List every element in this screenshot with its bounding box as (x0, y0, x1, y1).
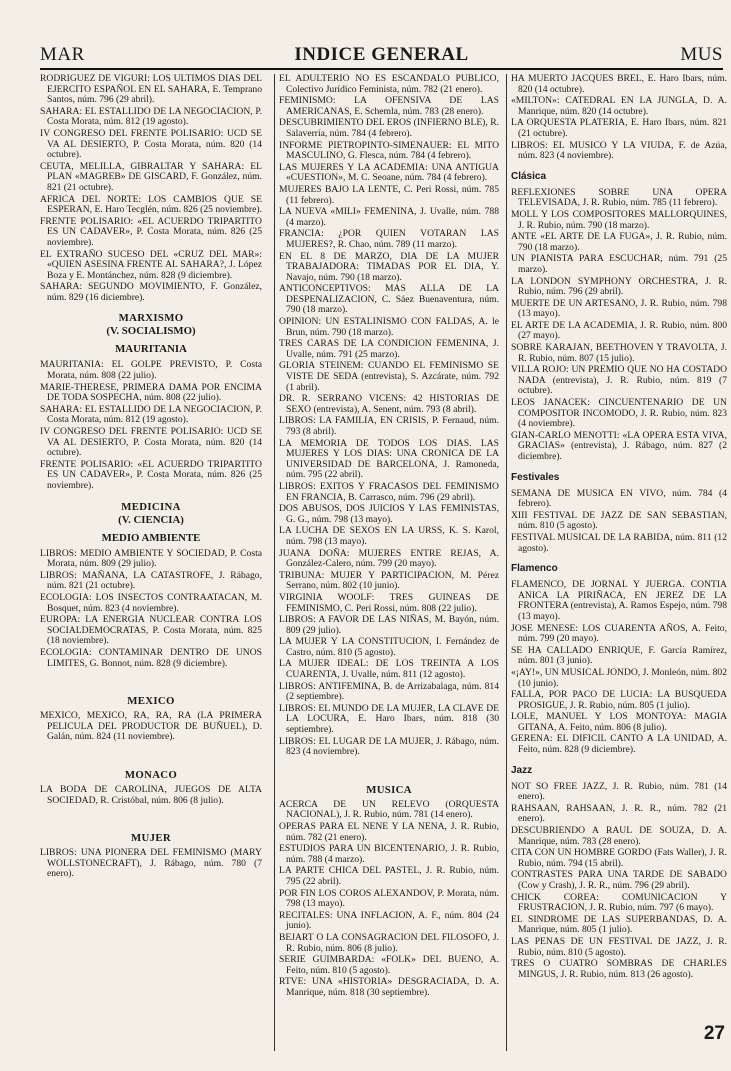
index-entry: NOT SO FREE JAZZ, J. R. Rubio, núm. 781 (14 enero). (511, 780, 727, 803)
index-entry: LIBROS: EL MUNDO DE LA MUJER, LA CLAVE DE LA LOCURA, E. Haro Ibars, núm. 818 (30 septiembre). (279, 702, 499, 736)
index-entry: JOSE MENESE: LOS CUARENTA AÑOS, A. Feito, núm. 799 (20 mayo). (511, 622, 727, 645)
index-entry: LAS MUJERES Y LA ACADEMIA: UNA ANTIGUA «CUESTION», M. C. Seoane, núm. 784 (4 febrero). (279, 161, 499, 184)
index-entry: LA NUEVA «MILI» FEMENINA, J. Uvalle, núm. 788 (4 marzo). (279, 206, 499, 228)
section-title: MARXISMO (118, 312, 184, 325)
index-entry: ANTE «EL ARTE DE LA FUGA», J. R. Rubio, núm. 790 (18 marzo). (511, 231, 727, 253)
index-entry: «MILTON»: CATEDRAL EN LA JUNGLA, D. A. Manrique, núm. 820 (14 octubre). (511, 95, 727, 117)
index-entry: LA LONDON SYMPHONY ORCHESTRA, J. R. Rubio, núm. 796 (29 abril). (511, 275, 727, 298)
index-entry: XIII FESTIVAL DE JAZZ DE SAN SEBASTIAN, núm. 810 (5 agosto). (511, 509, 727, 532)
index-entry: UN PIANISTA PARA ESCUCHAR, núm. 791 (25 marzo). (511, 253, 727, 275)
index-entry: RECITALES: UNA INFLACION, A. F., núm. 804 (24 junio). (279, 909, 499, 932)
category-heading: Jazz (511, 764, 533, 776)
index-entry: DR. R. SERRANO VICENS: 42 HISTORIAS DE SEXO (entrevista), A. Senent, núm. 793 (8 abril). (279, 393, 499, 415)
index-entry: POR FIN LOS COROS ALEXANDOV, P. Morata, núm. 798 (13 mayo). (279, 887, 499, 910)
index-entry: «¡AY!», UN MUSICAL JONDO, J. Monleón, núm. 802 (10 junio). (511, 666, 727, 689)
index-entry: RODRIGUEZ DE VIGURI: LOS ULTIMOS DIAS DEL EJERCITO ESPAÑOL EN EL SAHARA, E. Temprano Santos, núm. 796 (29 abril). (40, 74, 262, 106)
column-2 (274, 74, 499, 1051)
column-1 (40, 74, 262, 1051)
section-heading (40, 769, 262, 781)
index-entry: LIBROS: UNA PIONERA DEL FEMINISMO (MARY WOLLSTONECRAFT), J. Rábago, núm. 780 (7 enero). (40, 847, 262, 880)
index-entry: LAS PENAS DE UN FESTIVAL DE JAZZ, J. R. Rubio, núm. 810 (5 agosto). (511, 935, 727, 958)
index-entry: BEJART O LA CONSAGRACION DEL FILOSOFO, J. R. Rubio, núm. 806 (8 julio). (279, 931, 499, 954)
section-cross-reference: (V. SOCIALISMO) (106, 325, 196, 338)
section-title: MUSICA (366, 783, 412, 796)
section-spacer (40, 670, 262, 686)
section-heading (40, 832, 262, 844)
index-entry: MAURITANIA: EL GOLPE PREVISTO, P. Costa Morata, núm. 808 (22 julio). (40, 359, 262, 382)
section-cross-reference: (V. CIENCIA) (118, 513, 184, 526)
index-entry: GLORIA STEINEM: CUANDO EL FEMINISMO SE VISTE DE SEDA (entrevista), S. Azcárate, núm. 792 (1 abril). (279, 360, 499, 393)
header-right-keyword: MUS (680, 44, 723, 65)
page-header (40, 42, 723, 70)
index-entry: MARIE-THERESE, PRIMERA DAMA POR ENCIMA DE TODA SOSPECHA, núm. 808 (22 julio). (40, 381, 262, 404)
index-entry: LA BODA DE CAROLINA, JUEGOS DE ALTA SOCIEDAD, R. Cristóbal, núm. 806 (8 julio). (40, 783, 262, 806)
category-heading: Clásica (511, 170, 547, 182)
index-entry: LIBROS: EL MUSICO Y LA VIUDA, F. de Azúa, núm. 823 (4 noviembre). (511, 139, 727, 162)
section-spacer (40, 807, 262, 823)
index-entry: FRENTE POLISARIO: «EL ACUERDO TRIPARTITO ES UN CADAVER», P. Costa Morata, núm. 826 (25 noviembre). (40, 458, 262, 491)
index-entry: FRENTE POLISARIO: «EL ACUERDO TRIPARTITO ES UN CADAVER», P. Costa Morata, núm. 826 (25 noviembre). (40, 215, 262, 248)
subsection-heading: MEDIO AMBIENTE (101, 531, 201, 544)
index-entry: ECOLOGIA: CONTAMINAR DENTRO DE UNOS LIMITES, G. Bonnot, núm. 828 (9 diciembre). (40, 646, 262, 669)
index-entry: LIBROS: ANTIFEMINA, B. de Arrizabalaga, núm. 814 (2 septiembre). (279, 680, 499, 703)
index-entry: LA LUCHA DE SEXOS EN LA URSS, K. S. Karol, núm. 798 (13 mayo). (279, 525, 499, 547)
index-entry: SE HA CALLADO ENRIQUE, F. García Ramírez, núm. 801 (3 junio). (511, 644, 727, 667)
section-heading (40, 501, 262, 526)
index-entry: LA MUJER IDEAL: DE LOS TREINTA A LOS CUARENTA, J. Uvalle, núm. 811 (12 agosto). (279, 658, 499, 681)
index-entry: FLAMENCO, DE JORNAL Y JUERGA. CONTIA ANICA LA PIRIÑACA, EN JEREZ DE LA FRONTERA (entrevista), A. Ramos Espejo, núm. 798 (13 mayo). (511, 579, 727, 622)
index-entry: LA MUJER Y LA CONSTITUCION, I. Fernández de Castro, núm. 810 (5 agosto). (279, 636, 499, 658)
index-entry: TRES CARAS DE LA CONDICION FEMENINA, J. Uvalle, núm. 791 (25 marzo). (279, 338, 499, 360)
index-entry: SAHARA: SEGUNDO MOVIMIENTO, F. González, núm. 829 (16 diciembre). (40, 281, 262, 303)
index-entry: SOBRE KARAJAN, BEETHOVEN Y TRAVOLTA, J. R. Rubio, núm. 807 (15 julio). (511, 342, 727, 364)
index-entry: SEMANA DE MUSICA EN VIVO, núm. 784 (4 febrero). (511, 487, 727, 510)
index-entry: EL ADULTERIO NO ES ESCANDALO PUBLICO, Colectivo Jurídico Feminista, núm. 782 (21 enero). (279, 74, 499, 95)
section-title: MEDICINA (121, 500, 181, 513)
index-entry: EL SINDROME DE LAS SUPERBANDAS, D. A. Manrique, núm. 805 (1 julio). (511, 913, 727, 936)
category-heading: Flamenco (511, 563, 558, 575)
section-heading (40, 312, 262, 337)
index-entry: FESTIVAL MUSICAL DE LA RABIDA, núm. 811 (12 agosto). (511, 531, 727, 554)
index-entry: LIBROS: A FAVOR DE LAS NIÑAS, M. Bayón, núm. 809 (29 julio). (279, 614, 499, 636)
index-entry: TRIBUNA: MUJER Y PARTICIPACION, M. Pérez Serrano, núm. 802 (10 junio). (279, 569, 499, 592)
page-title: INDICE GENERAL (294, 44, 469, 65)
index-entry: ECOLOGIA: LOS INSECTOS CONTRAATACAN, M. Bosquet, núm. 823 (4 noviembre). (40, 591, 262, 614)
index-entry: FRANCIA: ¿POR QUIEN VOTARAN LAS MUJERES?, R. Chao, núm. 789 (11 marzo). (279, 228, 499, 250)
index-entry: CHICK COREA: COMUNICACION Y FRUSTRACION, J. R. Rubio, núm. 797 (6 mayo). (511, 891, 727, 914)
section-title: MEXICO (127, 695, 175, 708)
index-entry: SAHARA: EL ESTALLIDO DE LA NEGOCIACION, P. Costa Morata, núm. 812 (19 agosto). (40, 105, 262, 128)
index-entry: LA PARTE CHICA DEL PASTEL, J. R. Rubio, núm. 795 (22 abril). (279, 865, 499, 887)
index-entry: JUANA DOÑA: MUJERES ENTRE REJAS, A. González-Calero, núm. 799 (20 mayo). (279, 547, 499, 570)
index-entry: DOS ABUSOS, DOS JUICIOS Y LAS FEMINISTAS, G. G., núm. 798 (13 mayo). (279, 503, 499, 525)
index-entry: CITA CON UN HOMBRE GORDO (Fats Waller), J. R. Rubio, núm. 794 (15 abril). (511, 847, 727, 869)
index-entry: ESTUDIOS PARA UN BICENTENARIO, J. R. Rubio, núm. 788 (4 marzo). (279, 843, 499, 865)
index-entry: INFORME PIETROPINTO-SIMENAUER: EL MITO MASCULINO, G. Flesca, núm. 784 (4 febrero). (279, 139, 499, 162)
index-entry: SERIE GUIMBARDA: «FOLK» DEL BUENO, A. Feito, núm. 810 (5 agosto). (279, 954, 499, 976)
index-columns (40, 74, 727, 1051)
index-entry: LEOS JANACEK: CINCUENTENARIO DE UN COMPOSITOR INCOMODO, J. R. Rubio, núm. 823 (4 noviembre). (511, 397, 727, 430)
index-entry: LIBROS: MAÑANA, LA CATASTROFE, J. Rábago, núm. 821 (21 octubre). (40, 569, 262, 592)
section-spacer (40, 744, 262, 760)
index-entry: LA ORQUESTA PLATERIA, E. Haro Ibars, núm. 821 (21 octubre). (511, 117, 727, 139)
index-entry: DESCUBRIENDO A RAUL DE SOUZA, D. A. Manrique, núm. 783 (28 enero). (511, 825, 727, 847)
index-entry: VIRGINIA WOOLF: TRES GUINEAS DE FEMINISMO, C. Peri Rossi, núm. 808 (22 julio). (279, 591, 499, 614)
index-entry: FEMINISMO: LA OFENSIVA DE LAS AMERICANAS, E. Schemla, núm. 783 (28 enero). (279, 95, 499, 117)
section-spacer (279, 759, 499, 775)
index-entry: RAHSAAN, RAHSAAN, J. R. R., núm. 782 (21 enero). (511, 802, 727, 825)
index-entry: SAHARA: EL ESTALLIDO DE LA NEGOCIACION, P. Costa Morata, núm. 812 (19 agosto). (40, 403, 262, 426)
column-3 (506, 74, 727, 1051)
section-heading (40, 695, 262, 707)
subsection-heading: MAURITANIA (115, 343, 187, 356)
index-entry: EL EXTRAÑO SUCESO DEL «CRUZ DEL MAR»: «QUIEN ASESINA FRENTE AL SAHARA?, J. López Boza y E. Montánchez, núm. 828 (9 diciembre). (40, 248, 262, 281)
section-title: MONACO (124, 768, 178, 781)
index-entry: VILLA ROJO: UN PREMIO QUE NO HA COSTADO NADA (entrevista), J. R. Rubio, núm. 819 (7 octubre). (511, 364, 727, 397)
index-entry: OPINION: UN ESTALINISMO CON FALDAS, A. le Brun, núm. 790 (18 marzo). (279, 316, 499, 338)
index-entry: CEUTA, MELILLA, GIBRALTAR Y SAHARA: EL PLAN «MAGREB» DE GISCARD, F. González, núm. 821 (21 octubre). (40, 160, 262, 193)
index-entry: LIBROS: MEDIO AMBIENTE Y SOCIEDAD, P. Costa Morata, núm. 809 (29 julio). (40, 547, 262, 570)
index-entry: LIBROS: EXITOS Y FRACASOS DEL FEMINISMO EN FRANCIA, B. Carrasco, núm. 796 (29 abril). (279, 480, 499, 503)
page-number: 27 (703, 1023, 725, 1044)
index-entry: LIBROS: EL LUGAR DE LA MUJER, J. Rábago, núm. 823 (4 noviembre). (279, 735, 499, 758)
category-heading: Festivales (511, 471, 560, 483)
index-entry: CONTRASTES PARA UNA TARDE DE SABADO (Cow y Crash), J. R. R., núm. 796 (29 abril). (511, 869, 727, 891)
index-entry: EN EL 8 DE MARZO, DIA DE LA MUJER TRABAJADORA: TIMADAS POR EL DIA, Y. Navajo, núm. 790 (18 marzo). (279, 250, 499, 283)
index-entry: LA MEMORIA DE TODOS LOS DIAS. LAS MUJERES Y LOS DIAS: UNA CRONICA DE LA UNIVERSIDAD DE BARCELONA, J. Ramoneda, núm. 795 (22 abril). (279, 437, 499, 481)
index-entry: AFRICA DEL NORTE: LOS CAMBIOS QUE SE ESPERAN, E. Haro Tecglén, núm. 826 (25 noviembre). (40, 193, 262, 216)
header-left-keyword: MAR (40, 44, 85, 65)
index-entry: ACERCA DE UN RELEVO (ORQUESTA NACIONAL), J. R. Rubio, núm. 781 (14 enero). (279, 798, 499, 821)
index-entry: EUROPA: LA ENERGIA NUCLEAR CONTRA LOS SOCIALDEMOCRATAS, P. Costa Morata, núm. 825 (18 noviembre). (40, 614, 262, 647)
index-entry: MOLL Y LOS COMPOSITORES MALLORQUINES, J. R. Rubio, núm. 790 (18 marzo). (511, 208, 727, 231)
section-heading (279, 784, 499, 796)
index-entry: DESCUBRIMIENTO DEL EROS (INFIERNO BLE), R. Salaverría, núm. 784 (4 febrero). (279, 117, 499, 139)
index-entry: GERENA: EL DIFICIL CANTO A LA UNIDAD, A. Feito, núm. 828 (9 diciembre). (511, 733, 727, 756)
index-entry: LOLE, MANUEL Y LOS MONTOYA: MAGIA GITANA, A. Feito, núm. 806 (8 julio). (511, 711, 727, 733)
index-entry: RTVE: UNA «HISTORIA» DESGRACIADA, D. A. Manrique, núm. 818 (30 septiembre). (279, 976, 499, 998)
index-entry: HA MUERTO JACQUES BREL, E. Haro Ibars, núm. 820 (14 octubre). (511, 74, 727, 95)
index-entry: IV CONGRESO DEL FRENTE POLISARIO: UCD SE VA AL DESIERTO, P. Costa Morata, núm. 820 (14 octubre). (40, 127, 262, 161)
section-title: MUJER (131, 832, 171, 845)
index-entry: ANTICONCEPTIVOS: MAS ALLA DE LA DESPENALIZACION, C. Sáez Buenaventura, núm. 790 (18 marzo). (279, 283, 499, 316)
index-entry: FALLA, POR PACO DE LUCIA: LA BUSQUEDA PROSIGUE, J. R. Rubio, núm. 805 (1 julio). (511, 689, 727, 711)
index-entry: MUJERES BAJO LA LENTE, C. Peri Rossi, núm. 785 (11 febrero). (279, 183, 499, 206)
index-entry: GIAN-CARLO MENOTTI: «LA OPERA ESTA VIVA, GRACIAS» (entrevista), J. Rábago, núm. 827 (2 diciembre). (511, 429, 727, 462)
index-entry: REFLEXIONES SOBRE UNA OPERA TELEVISADA, J. R. Rubio, núm. 785 (11 febrero). (511, 186, 727, 209)
index-entry: LIBROS: LA FAMILIA, EN CRISIS, P. Fernaud, núm. 793 (8 abril). (279, 415, 499, 437)
index-entry: EL ARTE DE LA ACADEMIA, J. R. Rubio, núm. 800 (27 mayo). (511, 319, 727, 342)
index-entry: IV CONGRESO DEL FRENTE POLISARIO: UCD SE VA AL DESIERTO, P. Costa Morata, núm. 820 (14 octubre). (40, 426, 262, 459)
index-entry: MEXICO, MEXICO, RA, RA, RA (LA PRIMERA PELICULA DEL PRODUCTOR DE BUÑUEL), D. Galán, núm. 824 (11 noviembre). (40, 710, 262, 743)
index-entry: OPERAS PARA EL NENE Y LA NENA, J. R. Rubio, núm. 782 (21 enero). (279, 821, 499, 843)
index-entry: MUERTE DE UN ARTESANO, J. R. Rubio, núm. 798 (13 mayo). (511, 297, 727, 320)
index-entry: TRES O CUATRO SOMBRAS DE CHARLES MINGUS, J. R. Rubio, núm. 813 (26 agosto). (511, 958, 727, 980)
